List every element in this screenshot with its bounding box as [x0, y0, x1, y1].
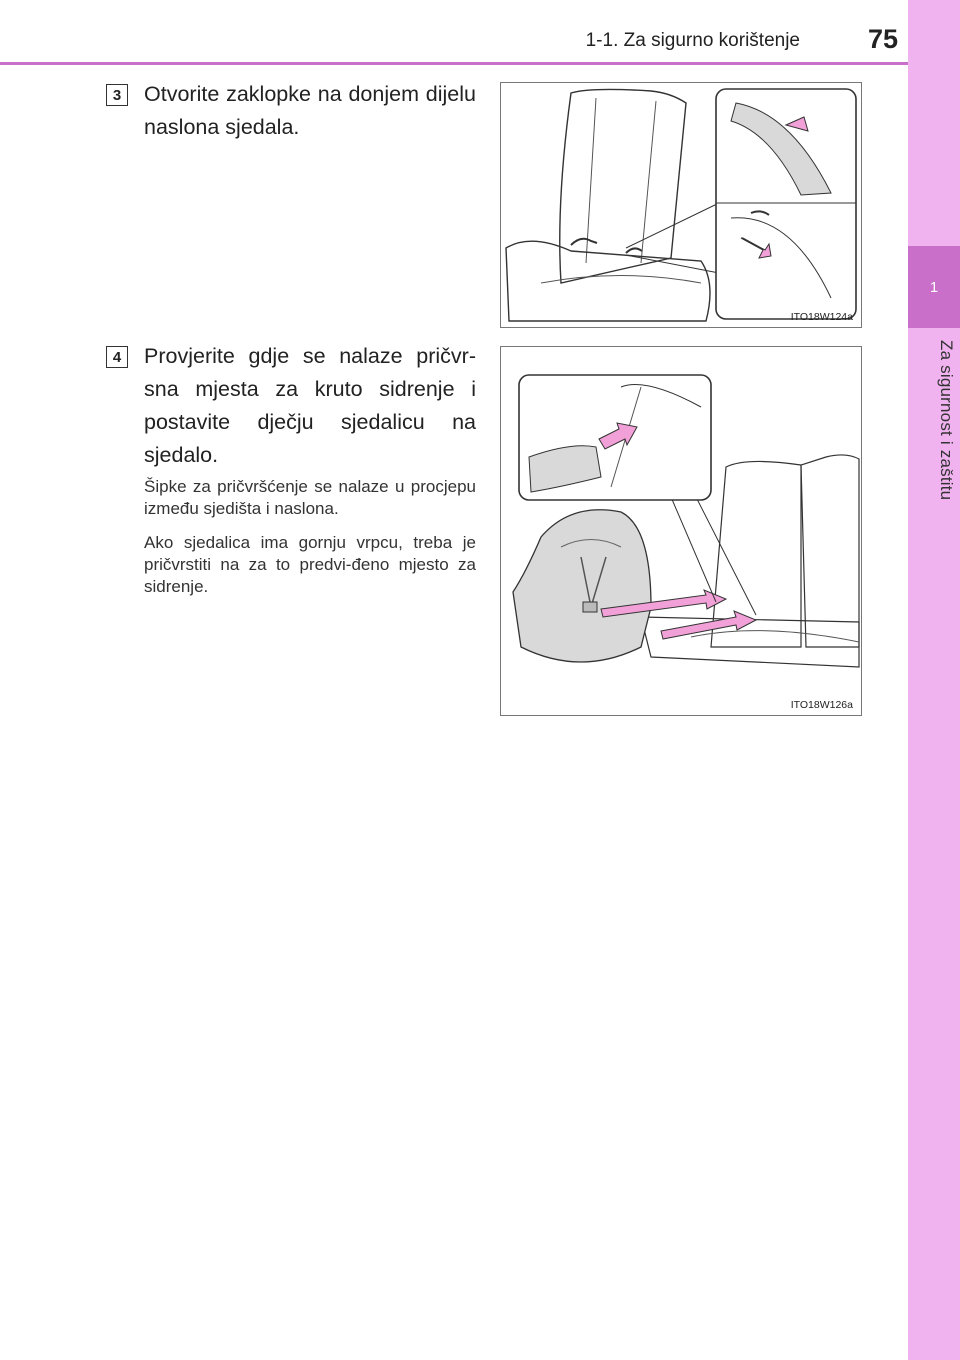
chapter-number: 1 [908, 246, 960, 328]
figure-code: ITO18W124a [790, 311, 853, 323]
note-text-1: Šipke za pričvršćenje se nalaze u procjepu između sjedišta i naslona. [144, 477, 476, 518]
note-text-2: Ako sjedalica ima gornju vrpcu, treba je pričvrstiti na za to predvi-đeno mjesto za sidrenje. [144, 533, 476, 596]
step-badge-3: 3 [106, 84, 128, 106]
chapter-side-tab [908, 0, 960, 1360]
chapter-title: Za sigurnost i zaštitu [937, 340, 956, 501]
step-text-3: Otvorite zaklopke na donjem dijelu naslona sjedala. [144, 82, 476, 139]
header-rule [0, 62, 908, 65]
page-number: 75 [867, 24, 898, 54]
section-title: 1-1. Za sigurno korištenje [585, 30, 800, 51]
figure-code: ITO18W126a [790, 699, 853, 711]
child-seat-illustration [501, 347, 861, 715]
step-text-4: Provjerite gdje se nalaze pričvr-sna mjesta za kruto sidrenje i postavite dječju sjedalicu na sjedalo. [144, 344, 476, 467]
figure-seat-flaps [500, 82, 862, 328]
seat-flaps-illustration [501, 83, 861, 327]
step-badge-4: 4 [106, 346, 128, 368]
figure-child-seat [500, 346, 862, 716]
